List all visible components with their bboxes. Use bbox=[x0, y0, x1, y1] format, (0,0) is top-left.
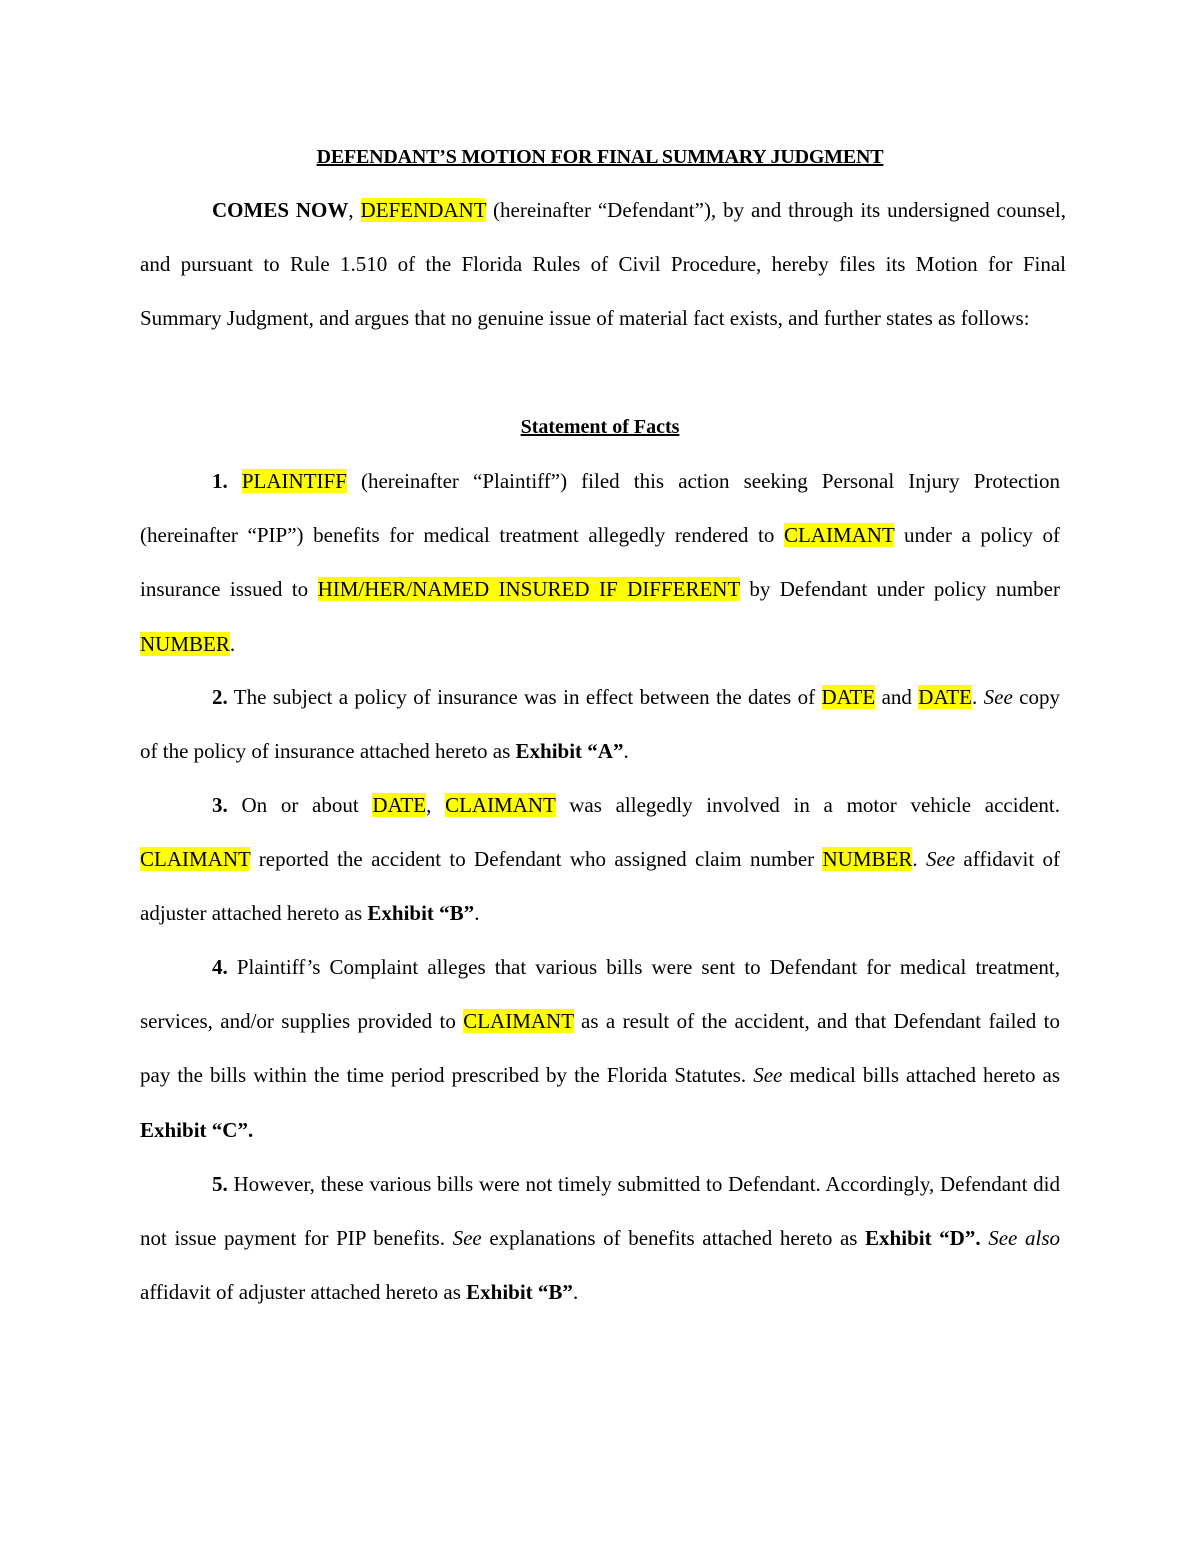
fact-text: . bbox=[623, 739, 629, 764]
insured-placeholder: HIM/HER/NAMED INSURED IF DIFFERENT bbox=[317, 577, 740, 602]
plaintiff-placeholder: PLAINTIFF bbox=[241, 469, 347, 493]
comes-now-lead: COMES NOW bbox=[212, 198, 349, 222]
fact-text: The subject a policy of insurance was in effect between the dates of bbox=[227, 685, 822, 709]
fact-text: medical bills attached hereto as bbox=[782, 1063, 1061, 1088]
fact-text: . bbox=[229, 631, 236, 656]
claimant-placeholder: CLAIMANT bbox=[445, 793, 556, 817]
exhibit-a-reference: Exhibit “A” bbox=[515, 739, 624, 764]
exhibit-b-reference: Exhibit “B” bbox=[466, 1280, 573, 1305]
date-placeholder: DATE bbox=[372, 793, 427, 817]
exhibit-d-reference: Exhibit “D”. bbox=[865, 1226, 981, 1251]
fact-text: reported the accident to Defendant who assigned claim number bbox=[250, 847, 823, 872]
intro-text-2: (hereinafter “Defendant”), by and through its undersigned counsel, and pursuant to Rule 1.510 of the Florida Rules of Civil Procedure, hereby files its Motion for Final Summary Judgment, and argues that no genuine issue of material fact exists, and further states as follows: bbox=[140, 198, 1067, 331]
fact-text: Plaintiff’s Complaint alleges that various bills were sent to Defendant for medical treatment, services, and/or supplies provided to bbox=[140, 955, 1060, 1034]
claim-number-placeholder: NUMBER bbox=[822, 847, 913, 872]
fact-text: affidavit of adjuster attached hereto as bbox=[140, 1280, 467, 1305]
policy-number-placeholder: NUMBER bbox=[140, 631, 230, 656]
claimant-placeholder: CLAIMANT bbox=[783, 523, 895, 548]
fact-text: . bbox=[971, 685, 984, 709]
fact-number: 5. bbox=[212, 1172, 228, 1196]
exhibit-b-reference: Exhibit “B” bbox=[367, 901, 475, 926]
fact-text: was allegedly involved in a motor vehicle accident. bbox=[555, 793, 1060, 817]
date-placeholder: DATE bbox=[821, 685, 876, 709]
fact-paragraph-2 bbox=[140, 670, 1060, 778]
fact-text: under a policy of insurance issued to bbox=[140, 523, 1060, 602]
fact-text: . bbox=[572, 1280, 579, 1305]
intro-paragraph bbox=[140, 183, 1066, 346]
see-signal: See bbox=[925, 847, 956, 872]
claimant-placeholder: CLAIMANT bbox=[140, 847, 251, 872]
fact-text: , bbox=[426, 793, 446, 817]
see-signal: See bbox=[753, 1063, 783, 1088]
intro-text-1: , bbox=[348, 198, 361, 222]
document-title: DEFENDANT’S MOTION FOR FINAL SUMMARY JUDGMENT bbox=[316, 146, 884, 168]
fact-number: 4. bbox=[212, 955, 228, 979]
see-signal: See bbox=[983, 685, 1013, 709]
fact-text: However, these various bills were not timely submitted to Defendant. Accordingly, Defendant did not issue payment for PIP benefits. bbox=[140, 1172, 1060, 1251]
fact-number: 2. bbox=[212, 685, 228, 709]
fact-text: . bbox=[912, 847, 926, 872]
fact-text: On or about bbox=[227, 793, 373, 817]
section-title-statement-of-facts: Statement of Facts bbox=[520, 416, 680, 438]
fact-paragraph-4 bbox=[140, 940, 1060, 1157]
date-placeholder: DATE bbox=[918, 685, 972, 709]
fact-number: 1. bbox=[212, 469, 228, 493]
fact-text: copy of the policy of insurance attached hereto as bbox=[140, 685, 1060, 764]
see-also-signal: See also bbox=[988, 1226, 1060, 1251]
fact-number: 3. bbox=[212, 793, 228, 817]
fact-text: . bbox=[474, 901, 480, 926]
exhibit-c-reference: Exhibit “C”. bbox=[140, 1117, 254, 1142]
fact-text: as a result of the accident, and that Defendant failed to pay the bills within the time period prescribed by the Florida Statutes. bbox=[140, 1009, 1060, 1088]
claimant-placeholder: CLAIMANT bbox=[463, 1009, 574, 1034]
fact-text: affidavit of adjuster attached hereto as bbox=[140, 847, 1061, 926]
see-signal: See bbox=[452, 1226, 482, 1251]
fact-text: and bbox=[875, 685, 919, 709]
fact-text: explanations of benefits attached hereto as bbox=[481, 1226, 866, 1251]
fact-text: (hereinafter “Plaintiff”) filed this action seeking Personal Injury Protection (hereinafter “PIP”) benefits for medical treatment allegedly rendered to bbox=[140, 469, 1061, 548]
fact-paragraph-3 bbox=[140, 778, 1060, 941]
defendant-placeholder: DEFENDANT bbox=[360, 198, 487, 222]
fact-text: by Defendant under policy number bbox=[739, 577, 1060, 602]
document-page bbox=[140, 0, 1067, 1553]
fact-paragraph-1 bbox=[140, 454, 1060, 671]
fact-paragraph-5 bbox=[140, 1157, 1060, 1320]
